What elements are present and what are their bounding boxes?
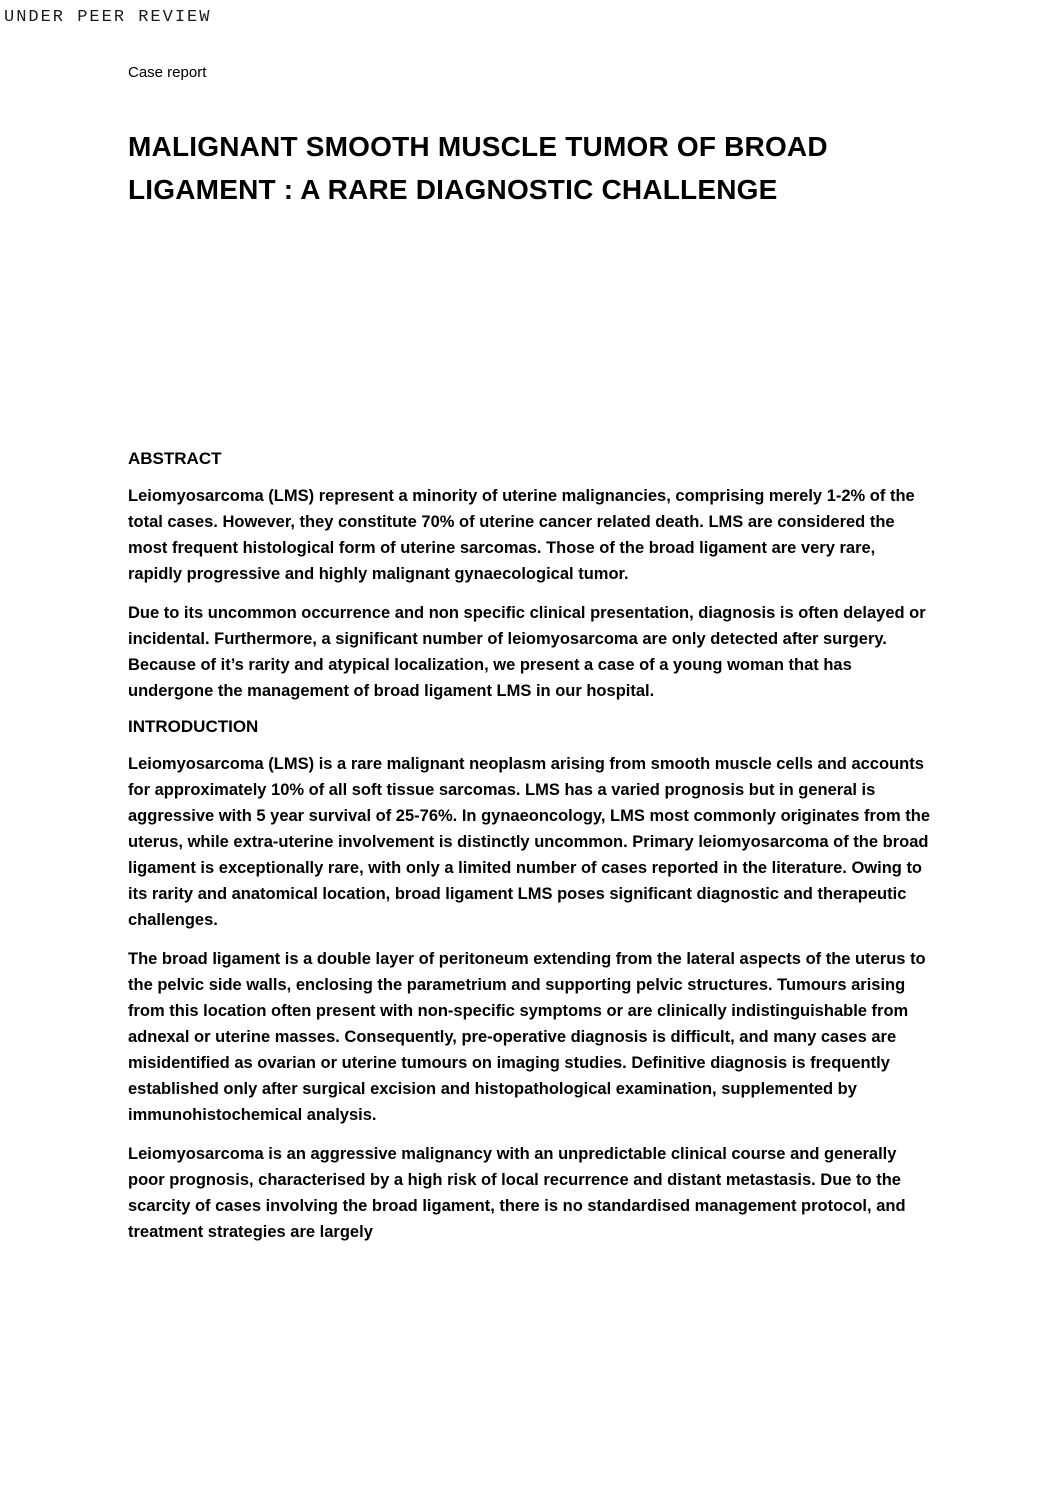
paper-title: MALIGNANT SMOOTH MUSCLE TUMOR OF BROAD LIGAMENT : A RARE DIAGNOSTIC CHALLENGE (128, 131, 828, 205)
section-heading-introduction: INTRODUCTION (128, 717, 259, 736)
peer-review-watermark: UNDER PEER REVIEW (4, 8, 212, 27)
introduction-paragraph-1: Leiomyosarcoma (LMS) is a rare malignant neoplasm arising from smooth muscle cells and accounts for approximately 10% of all soft tissue sarcomas. LMS has a varied prognosis but in general is aggressive with 5 year survival of 25-76%. In gynaeoncology, LMS most commonly originates from the uterus, while extra-uterine involvement is distinctly uncommon. Primary leiomyosarcoma of the broad ligament is exceptionally rare, with only a limited number of cases reported in the literature. Owing to its rarity and anatomical location, broad ligament LMS poses significant diagnostic and therapeutic challenges. (128, 755, 930, 929)
document-type-label: Case report (128, 64, 207, 81)
introduction-paragraph-2: The broad ligament is a double layer of peritoneum extending from the lateral aspects of the uterus to the pelvic side walls, enclosing the parametrium and supporting pelvic structures. Tumours arising from this location often present with non-specific symptoms or are clinically indistinguishable from adnexal or uterine masses. Consequently, pre-operative diagnosis is difficult, and many cases are misidentified as ovarian or uterine tumours on imaging studies. Definitive diagnosis is frequently established only after surgical excision and histopathological examination, supplemented by immunohistochemical analysis. (128, 950, 926, 1124)
section-heading-abstract: ABSTRACT (128, 449, 222, 468)
introduction-paragraph-3: Leiomyosarcoma is an aggressive malignancy with an unpredictable clinical course and generally poor prognosis, characterised by a high risk of local recurrence and distant metastasis. Due to the scarcity of cases involving the broad ligament, there is no standardised management protocol, and treatment strategies are largely (128, 1145, 906, 1241)
abstract-paragraph-1: Leiomyosarcoma (LMS) represent a minority of uterine malignancies, comprising merely 1-2% of the total cases. However, they constitute 70% of uterine cancer related death. LMS are considered the most frequent histological form of uterine sarcomas. Those of the broad ligament are very rare, rapidly progressive and highly malignant gynaecological tumor. (128, 487, 915, 583)
abstract-paragraph-2: Due to its uncommon occurrence and non specific clinical presentation, diagnosis is often delayed or incidental. Furthermore, a significant number of leiomyosarcoma are only detected after surgery. Because of it’s rarity and atypical localization, we present a case of a young woman that has undergone the management of broad ligament LMS in our hospital. (128, 604, 926, 700)
